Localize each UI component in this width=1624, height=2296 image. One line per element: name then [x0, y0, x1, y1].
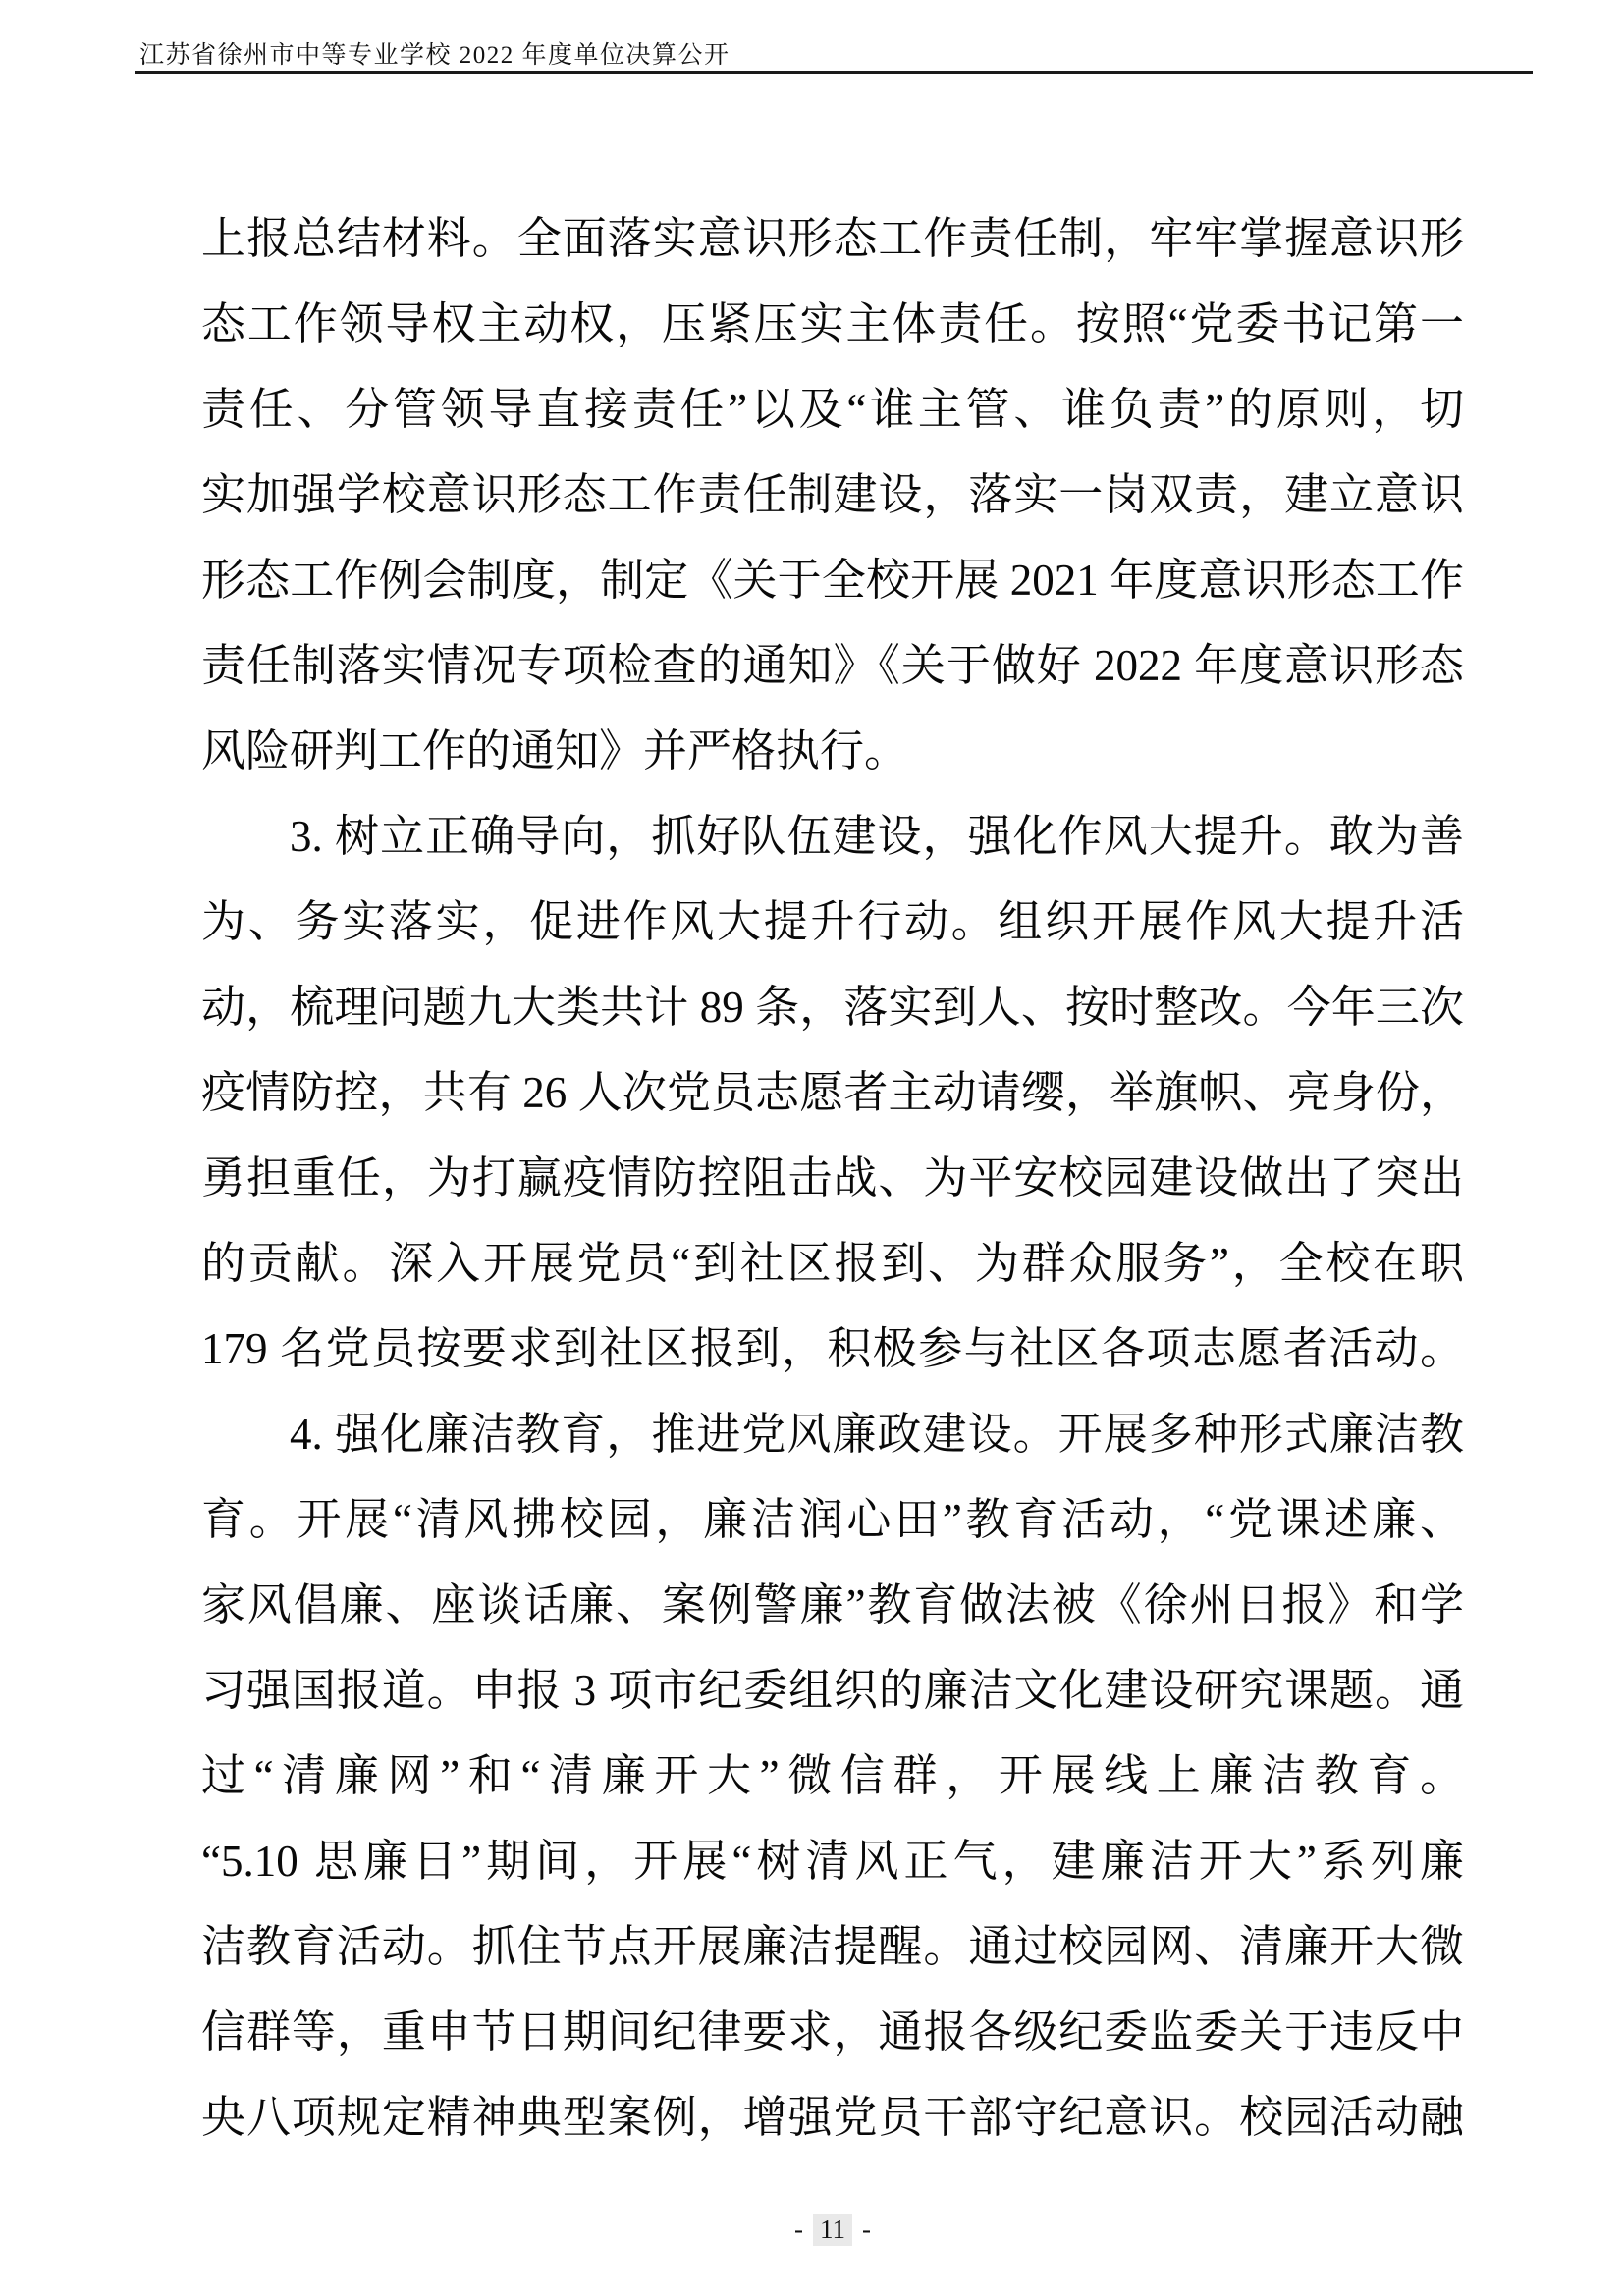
body-line: 为、务实落实，促进作风大提升行动。组织开展作风大提升活 [201, 897, 1464, 946]
document-body [201, 196, 1464, 2161]
body-line: 风险研判工作的通知》并严格执行。 [201, 726, 909, 775]
page-header-title: 江苏省徐州市中等专业学校 2022 年度单位决算公开 [139, 42, 731, 69]
header-rule [135, 71, 1533, 74]
page-number: 11 [813, 2214, 852, 2246]
body-line: 形态工作例会制度，制定《关于全校开展 2021 年度意识形态工作 [201, 556, 1464, 605]
body-line: 动，梳理问题九大类共计 89 条，落实到人、按时整改。今年三次 [201, 983, 1464, 1032]
body-line: 责任、分管领导直接责任”以及“谁主管、谁负责”的原则，切 [201, 385, 1464, 434]
page-number-dash-left: - [794, 2215, 803, 2244]
body-line: 3. 树立正确导向，抓好队伍建设，强化作风大提升。敢为善 [290, 812, 1464, 861]
body-line: 疫情防控，共有 26 人次党员志愿者主动请缨，举旗帜、亮身份， [201, 1068, 1464, 1117]
body-line: 4. 强化廉洁教育，推进党风廉政建设。开展多种形式廉洁教 [290, 1410, 1464, 1459]
body-line: 实加强学校意识形态工作责任制建设，落实一岗双责，建立意识 [201, 470, 1464, 519]
body-line: 习强国报道。申报 3 项市纪委组织的廉洁文化建设研究课题。通 [201, 1666, 1464, 1715]
body-line: 家风倡廉、座谈话廉、案例警廉”教育做法被《徐州日报》和学 [201, 1580, 1464, 1629]
body-line: 信群等，重申节日期间纪律要求，通报各级纪委监委关于违反中 [201, 2007, 1464, 2056]
body-line: 勇担重任，为打赢疫情防控阻击战、为平安校园建设做出了突出 [201, 1153, 1464, 1202]
body-line: 洁教育活动。抓住节点开展廉洁提醒。通过校园网、清廉开大微 [201, 1922, 1464, 1971]
body-line: 179 名党员按要求到社区报到，积极参与社区各项志愿者活动。 [201, 1324, 1464, 1373]
body-line: “5.10 思廉日”期间，开展“树清风正气，建廉洁开大”系列廉 [201, 1837, 1464, 1886]
page-footer [201, 2214, 1464, 2246]
body-line: 的贡献。深入开展党员“到社区报到、为群众服务”，全校在职 [201, 1239, 1464, 1288]
body-line: 上报总结材料。全面落实意识形态工作责任制，牢牢掌握意识形 [201, 214, 1464, 263]
page-number-dash-right: - [862, 2215, 871, 2244]
body-line: 央八项规定精神典型案例，增强党员干部守纪意识。校园活动融 [201, 2093, 1464, 2142]
body-line: 过“清廉网”和“清廉开大”微信群，开展线上廉洁教育。 [201, 1751, 1464, 1800]
body-line: 育。开展“清风拂校园，廉洁润心田”教育活动，“党课述廉、 [201, 1495, 1464, 1544]
body-line: 责任制落实情况专项检查的通知》《关于做好 2022 年度意识形态 [201, 641, 1464, 690]
body-line: 态工作领导权主动权，压紧压实主体责任。按照“党委书记第一 [201, 299, 1464, 348]
